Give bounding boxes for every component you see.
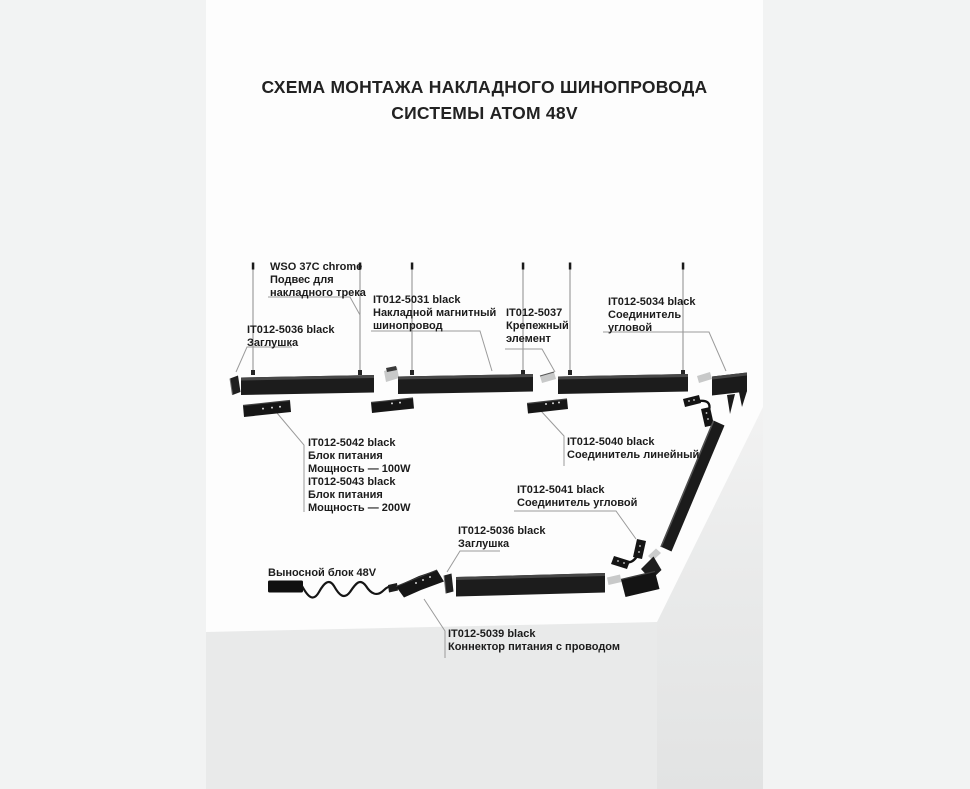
- flex-piece: [683, 395, 701, 407]
- title-line-2: СИСТЕМЫ АТОМ 48V: [391, 103, 578, 123]
- leader-endcap-bottom: [447, 551, 500, 572]
- flex-piece: [633, 539, 646, 559]
- leader-psu: [277, 413, 304, 512]
- label-line: IT012-5042 black: [308, 437, 396, 449]
- flex-connector-top: [683, 395, 714, 427]
- label-line: Соединитель: [608, 308, 682, 321]
- room-background: [206, 407, 763, 789]
- label-line: Заглушка: [458, 537, 510, 550]
- label-line: IT012-5034 black: [608, 296, 696, 308]
- page-title: [206, 74, 763, 126]
- label-track: [373, 294, 496, 333]
- label-line: Коннектор питания с проводом: [448, 640, 621, 653]
- ceiling-anchor: [411, 263, 414, 270]
- corner-joint-fin-1: [727, 394, 735, 414]
- power-cable: [302, 582, 397, 598]
- wall-panel: [657, 407, 763, 789]
- label-power-conn: [448, 628, 620, 654]
- label-line: IT012-5039 black: [448, 628, 536, 640]
- label-line: Накладной магнитный: [373, 306, 497, 319]
- label-line: IT012-5036 black: [247, 324, 335, 336]
- floor-clip: [607, 575, 622, 586]
- label-line: Мощность — 200W: [308, 501, 411, 514]
- label-corner-conn: [517, 484, 637, 510]
- leader-track: [371, 331, 492, 371]
- label-line: Заглушка: [247, 336, 299, 349]
- ceiling-anchor: [569, 263, 572, 270]
- label-line: IT012-5036 black: [458, 525, 546, 537]
- label-line: IT012-5041 black: [517, 484, 605, 496]
- label-line: Подвес для: [270, 273, 334, 286]
- label-line: накладного трека: [270, 286, 366, 299]
- label-line: Мощность — 100W: [308, 462, 411, 475]
- label-hanger: [270, 261, 366, 300]
- title-line-1: СХЕМА МОНТАЖА НАКЛАДНОГО ШИНОПРОВОДА: [261, 77, 708, 97]
- flex-connector-bottom: [611, 539, 646, 569]
- ceiling-anchor: [252, 263, 255, 270]
- label-line: WSO 37C chrome: [270, 261, 363, 273]
- ceiling-anchor: [522, 263, 525, 270]
- label-line: элемент: [506, 332, 551, 345]
- remote-block-part: [268, 581, 303, 593]
- label-line: Блок питания: [308, 449, 383, 462]
- label-line: угловой: [608, 321, 653, 334]
- flex-piece: [611, 556, 630, 569]
- label-line: шинопровод: [373, 319, 443, 332]
- leader-linear-joint: [541, 411, 564, 466]
- label-line: Соединитель угловой: [517, 496, 638, 509]
- label-psu-100: [308, 437, 411, 476]
- label-line: Крепежный: [506, 319, 569, 332]
- label-line: Блок питания: [308, 488, 383, 501]
- label-line: IT012-5031 black: [373, 294, 461, 306]
- label-line: Соединитель линейный: [567, 448, 700, 461]
- leader-corner-joint: [603, 332, 726, 371]
- label-endcap-bottom: [458, 525, 545, 551]
- leader-mount-clip: [505, 349, 555, 372]
- label-linear-joint: [567, 436, 699, 462]
- label-psu-200: [308, 476, 411, 515]
- label-line: IT012-5037: [506, 307, 563, 319]
- ceiling-track-row: [230, 366, 747, 414]
- corner-joint-fin-2: [739, 391, 747, 407]
- ceiling-anchor: [682, 263, 685, 270]
- label-endcap-top: [247, 324, 334, 350]
- label-corner-joint: [608, 296, 695, 335]
- gap-clip-3: [697, 372, 712, 383]
- wire-track-nubs: [251, 370, 685, 375]
- leader-endcap-top: [236, 347, 292, 372]
- label-line: Выносной блок 48V: [268, 567, 377, 579]
- label-remote-block: [268, 567, 376, 580]
- label-line: IT012-5043 black: [308, 476, 396, 488]
- label-mount-clip: [506, 307, 569, 346]
- power-conn-tail: [388, 583, 398, 593]
- label-line: IT012-5040 black: [567, 436, 655, 448]
